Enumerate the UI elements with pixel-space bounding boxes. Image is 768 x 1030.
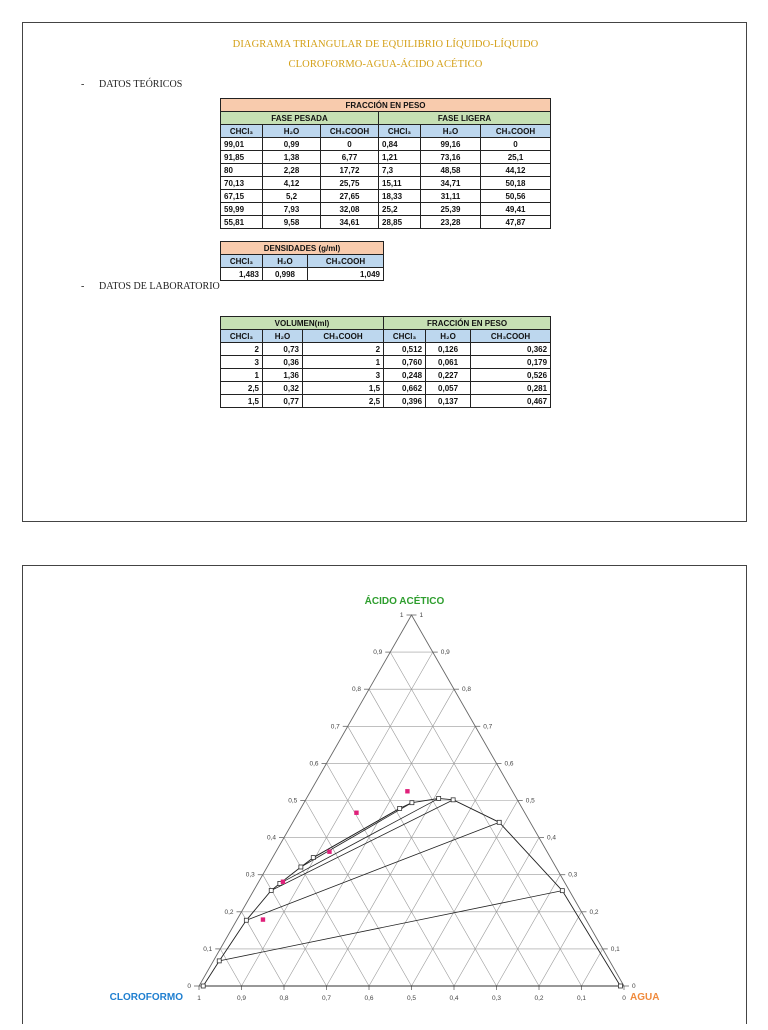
left-tick-label: 0,4 (266, 834, 276, 842)
left-tick-label: 1 (399, 612, 404, 619)
equilibrium-point (269, 888, 273, 892)
theoretical-cell: 15,11 (379, 177, 421, 190)
theoretical-cell: 91,85 (221, 151, 263, 164)
section-laboratory: - DATOS DE LABORATORIO (81, 281, 220, 292)
equilibrium-point (398, 806, 402, 810)
lab-cell: 0,32 (263, 382, 303, 395)
lab-row (221, 395, 551, 408)
theoretical-cell: 80 (221, 164, 263, 177)
binodal-curve (203, 798, 620, 986)
theoretical-row (221, 177, 551, 190)
bottom-tick-label: 0,9 (236, 995, 247, 1002)
theoretical-cell: 0 (321, 138, 379, 151)
lab-cell: 0,179 (471, 356, 551, 369)
equilibrium-point (311, 856, 315, 860)
equilibrium-point (560, 889, 564, 893)
lab-cell: 0,512 (384, 343, 426, 356)
lab-cell: 2 (221, 343, 263, 356)
chart-panel (22, 565, 747, 1024)
theoretical-cell: 23,28 (421, 216, 481, 229)
lab-cell: 0,061 (426, 356, 471, 369)
lab-cell: 0,227 (426, 369, 471, 382)
theoretical-row (221, 164, 551, 177)
lab-cell: 0,760 (384, 356, 426, 369)
left-tick-label: 0,8 (351, 686, 361, 694)
lab-cell: 0,281 (471, 382, 551, 395)
lab-cell: 0,73 (263, 343, 303, 356)
theoretical-cell: 49,41 (481, 203, 551, 216)
lab-row (221, 343, 551, 356)
theoretical-cell: 4,12 (263, 177, 321, 190)
theoretical-cell: 1,38 (263, 151, 321, 164)
theoretical-row (221, 203, 551, 216)
density-header: DENSIDADES (g/ml) (221, 242, 384, 255)
right-tick-label: 0,2 (589, 908, 599, 916)
bottom-tick-label: 0,8 (279, 995, 289, 1002)
left-tick-label: 0,2 (224, 908, 234, 916)
section-theoretical: - DATOS TEÓRICOS (81, 79, 183, 90)
lab-cell: 0,126 (426, 343, 471, 356)
lab-cell: 1 (221, 369, 263, 382)
page-title: DIAGRAMA TRIANGULAR DE EQUILIBRIO LÍQUIDO-LÍQUIDO (232, 39, 539, 50)
lab-cell: 3 (303, 369, 384, 382)
lab-row (221, 382, 551, 395)
lab-row (221, 356, 551, 369)
bottom-tick-label: 0,6 (364, 995, 374, 1002)
theoretical-column-headers: CHCl₃ H₂O CH₃COOH CHCl₃ H₂O CH₃COOH (221, 125, 551, 138)
theoretical-cell: 73,16 (421, 151, 481, 164)
theoretical-cell: 2,28 (263, 164, 321, 177)
light-phase-header: FASE LIGERA (379, 112, 551, 125)
volume-header: VOLUMEN(ml) (221, 317, 384, 330)
theoretical-cell: 0,84 (379, 138, 421, 151)
equilibrium-point (437, 796, 441, 800)
equilibrium-point (299, 865, 303, 869)
lab-cell: 0,137 (426, 395, 471, 408)
lab-cell: 0,396 (384, 395, 426, 408)
theoretical-cell: 7,3 (379, 164, 421, 177)
theoretical-cell: 99,16 (421, 138, 481, 151)
theoretical-cell: 9,58 (263, 216, 321, 229)
right-tick-label: 0,8 (462, 686, 472, 694)
data-panel (22, 22, 747, 522)
equilibrium-point (497, 820, 501, 824)
lab-cell: 0,662 (384, 382, 426, 395)
theoretical-cell: 44,12 (481, 164, 551, 177)
bottom-tick-label: 0 (622, 995, 626, 1002)
lab-cell: 3 (221, 356, 263, 369)
grid-line (348, 726, 497, 986)
theoretical-cell: 99,01 (221, 138, 263, 151)
lab-cell: 2,5 (221, 382, 263, 395)
theoretical-cell: 7,93 (263, 203, 321, 216)
lab-point (405, 789, 409, 793)
grid-line (390, 652, 581, 986)
theoretical-cell: 17,72 (321, 164, 379, 177)
grid-line (327, 726, 476, 986)
theoretical-cell: 25,75 (321, 177, 379, 190)
theoretical-cell: 70,13 (221, 177, 263, 190)
lab-cell: 0,467 (471, 395, 551, 408)
lab-cell: 1,36 (263, 369, 303, 382)
tie-line (280, 798, 439, 883)
lab-cell: 2 (303, 343, 384, 356)
grid-line (242, 652, 433, 986)
right-tick-label: 0 (632, 983, 636, 990)
theoretical-cell: 25,2 (379, 203, 421, 216)
bottom-tick-label: 0,1 (576, 995, 587, 1002)
theoretical-cell: 48,58 (421, 164, 481, 177)
lab-cell: 0,36 (263, 356, 303, 369)
right-tick-label: 0,9 (440, 649, 450, 657)
theoretical-row (221, 216, 551, 229)
right-tick-label: 0,3 (568, 871, 578, 879)
right-tick-label: 0,1 (610, 945, 620, 953)
equilibrium-point (410, 801, 414, 805)
theoretical-cell: 34,71 (421, 177, 481, 190)
lab-point (261, 917, 265, 921)
lab-cell: 1 (303, 356, 384, 369)
lab-fraction-header: FRACCIÓN EN PESO (384, 317, 551, 330)
theoretical-cell: 31,11 (421, 190, 481, 203)
right-tick-label: 0,6 (504, 760, 514, 768)
right-tick-label: 0,7 (483, 723, 493, 731)
right-tick-label: 1 (419, 612, 424, 619)
density-values: 1,483 0,998 1,049 (221, 268, 384, 281)
theoretical-cell: 18,33 (379, 190, 421, 203)
left-tick-label: 0 (187, 983, 191, 990)
lab-cell: 1,5 (221, 395, 263, 408)
heavy-phase-header: FASE PESADA (221, 112, 379, 125)
vertex-label-chloroform: CLOROFORMO (109, 992, 183, 1003)
left-tick-label: 0,3 (245, 871, 255, 879)
theoretical-cell: 1,21 (379, 151, 421, 164)
theoretical-cell: 47,87 (481, 216, 551, 229)
theoretical-cell: 0,99 (263, 138, 321, 151)
grid-line (582, 949, 603, 986)
grid-line (497, 875, 561, 986)
theoretical-row (221, 151, 551, 164)
theoretical-cell: 27,65 (321, 190, 379, 203)
theoretical-cell: 32,08 (321, 203, 379, 216)
theoretical-cell: 67,15 (221, 190, 263, 203)
theoretical-cell: 6,77 (321, 151, 379, 164)
lab-table (220, 316, 551, 408)
lab-point (354, 811, 358, 815)
theoretical-cell: 34,61 (321, 216, 379, 229)
lab-point (327, 849, 331, 853)
fraction-header: FRACCIÓN EN PESO (221, 99, 551, 112)
equilibrium-point (244, 918, 248, 922)
lab-cell: 1,5 (303, 382, 384, 395)
theoretical-cell: 0 (481, 138, 551, 151)
lab-cell: 2,5 (303, 395, 384, 408)
theoretical-row (221, 138, 551, 151)
bottom-tick-label: 0,4 (449, 995, 459, 1002)
left-tick-label: 0,9 (373, 649, 383, 657)
left-tick-label: 0,6 (309, 760, 319, 768)
theoretical-cell: 50,18 (481, 177, 551, 190)
lab-cell: 0,248 (384, 369, 426, 382)
left-tick-label: 0,1 (203, 945, 213, 953)
left-tick-label: 0,5 (288, 797, 298, 805)
bottom-tick-label: 1 (197, 995, 201, 1002)
theoretical-cell: 50,56 (481, 190, 551, 203)
theoretical-cell: 25,39 (421, 203, 481, 216)
page-subtitle: CLOROFORMO-AGUA-ÁCIDO ACÉTICO (288, 59, 483, 70)
lab-cell: 0,77 (263, 395, 303, 408)
theoretical-cell: 25,1 (481, 151, 551, 164)
right-tick-label: 0,4 (547, 834, 557, 842)
theoretical-cell: 28,85 (379, 216, 421, 229)
lab-column-headers: CHCl₃ H₂O CH₃COOH CHCl₃ H₂O CH₃COOH (221, 330, 551, 343)
equilibrium-point (201, 984, 205, 988)
theoretical-cell: 5,2 (263, 190, 321, 203)
ternary-diagram (23, 566, 748, 1025)
lab-point (281, 880, 285, 884)
lab-cell: 0,526 (471, 369, 551, 382)
right-tick-label: 0,5 (525, 797, 535, 805)
bottom-tick-label: 0,2 (534, 995, 544, 1002)
lab-cell: 0,057 (426, 382, 471, 395)
theoretical-row (221, 190, 551, 203)
vertex-label-acetic: ÁCIDO ACÉTICO (364, 596, 445, 607)
bottom-tick-label: 0,3 (491, 995, 502, 1002)
tie-line (271, 797, 453, 891)
vertex-label-water: AGUA (630, 992, 660, 1003)
theoretical-cell: 59,99 (221, 203, 263, 216)
left-tick-label: 0,7 (330, 723, 340, 731)
density-table: DENSIDADES (g/ml) CHCl₃ H₂O CH₃COOH 1,483 0,998 1,049 (220, 241, 384, 281)
lab-cell: 0,362 (471, 343, 551, 356)
theoretical-table (220, 98, 551, 229)
bottom-tick-label: 0,7 (321, 995, 332, 1002)
theoretical-cell: 55,81 (221, 216, 263, 229)
equilibrium-point (618, 984, 622, 988)
bottom-tick-label: 0,5 (406, 995, 417, 1002)
equilibrium-point (451, 798, 455, 802)
lab-row (221, 369, 551, 382)
equilibrium-point (217, 959, 221, 963)
grid-line (412, 801, 518, 987)
